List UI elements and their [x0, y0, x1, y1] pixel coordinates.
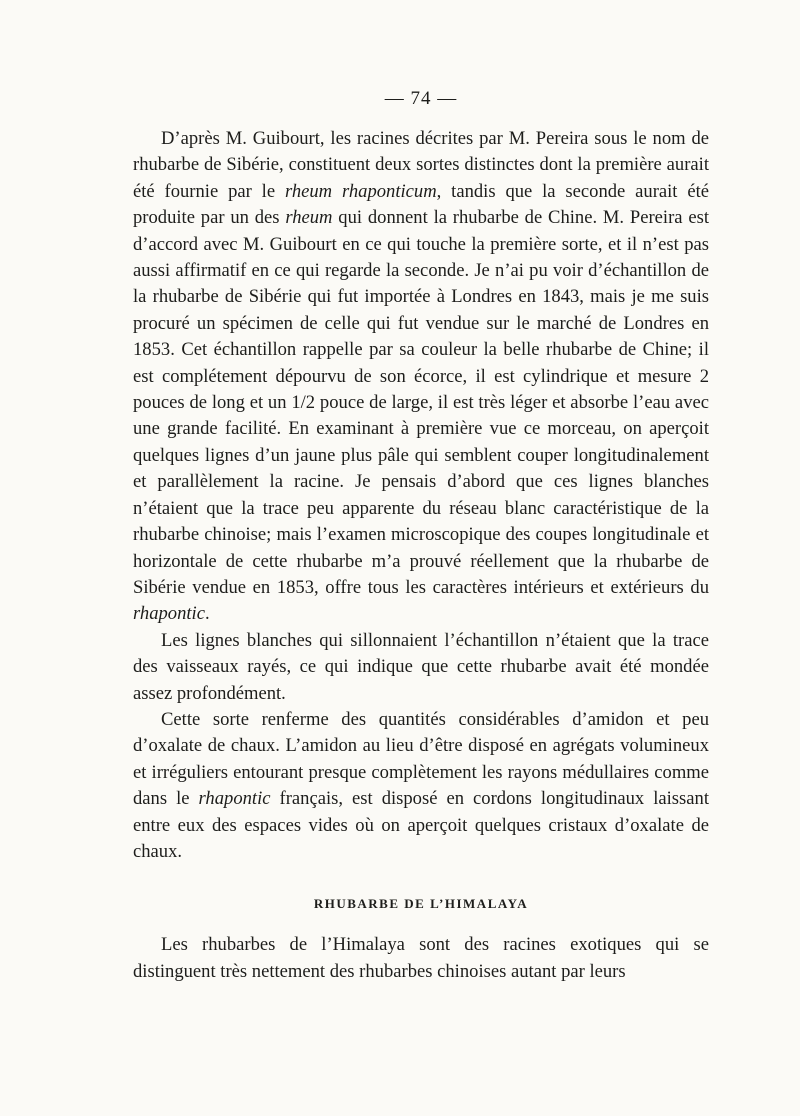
- paragraph-3-run-1: Cette sorte renferme des quantités considérables d’amidon et peu d’oxalate de chaux. L’amidon au lieu d’être disposé en agrégats volumineux et irréguliers entourant presque complètement les rayons médullaires comme dans le: [133, 708, 709, 810]
- paragraph-1-run-1: D’après M. Guibourt, les racines décrites par M. Pereira sous le nom de rhubarbe de Sibérie, constituent deux sortes distinctes dont la première aurait été fournie par le: [133, 128, 709, 202]
- paragraph-2: [133, 628, 709, 707]
- section-paragraph: [133, 932, 709, 985]
- paragraph-1-run-5: qui donnent la rhubarbe de Chine. M. Pereira est d’accord avec M. Guibourt en ce qui touche la première sorte, et il n’est pas aussi affirmatif en ce qui regarde la seconde. Je n’ai pu voir d’échantillon de la rhubarbe de Sibérie qui fut importée à Londres en 1843, mais je me suis procuré un spécimen de celle qui fut vendue sur le marché de Londres en 1853. Cet échantillon rappelle par sa couleur la belle rhubarbe de Chine; il est complétement dépourvu de son écorce, il est cylindrique et mesure 2 pouces de long et un 1/2 pouce de large, il est très léger et absorbe l’eau avec une grande facilité. En examinant à première vue ce morceau, on aperçoit quelques lignes d’un jaune plus pâle qui semblent couper longitudinalement et parallèlement la racine. Je pensais d’abord que ces lignes blanches n’étaient que la trace peu apparente du réseau blanc caractéristique de la rhubarbe chinoise; mais l’examen microscopique des coupes longitudinale et horizontale de cette rhubarbe m’a prouvé réellement que la rhubarbe de Sibérie vendue en 1853, offre tous les caractères intérieurs et extérieurs du: [133, 207, 709, 598]
- paragraph-1-run-4: rheum: [285, 207, 333, 229]
- paragraph-1: [133, 126, 709, 628]
- page-number: — 74 —: [384, 88, 458, 109]
- paragraph-1-run-6: rhapontic: [133, 603, 205, 625]
- section-paragraph-run-1: Les rhubarbes de l’Himalaya sont des racines exotiques qui se distinguent très nettement des rhubarbes chinoises autant par leurs: [133, 934, 709, 982]
- paragraph-2-run-1: Les lignes blanches qui sillonnaient l’échantillon n’étaient que la trace des vaisseaux rayés, ce qui indique que cette rhubarbe avait été mondée assez profondément.: [133, 629, 709, 704]
- paragraph-3-run-2: rhapontic: [198, 788, 271, 810]
- section-heading: RHUBARBE DE L’HIMALAYA: [313, 896, 529, 912]
- paragraph-1-run-3: , tandis que la seconde aurait été produite par un des: [133, 180, 709, 229]
- book-page: [133, 88, 709, 985]
- paragraph-3: [133, 707, 709, 865]
- paragraph-1-run-7: .: [204, 603, 210, 625]
- paragraph-1-run-2: rheum rhaponticum: [284, 180, 437, 202]
- paragraph-3-run-3: français, est disposé en cordons longitudinaux laissant entre eux des espaces vides où on aperçoit quelques cristaux d’oxalate de chaux.: [133, 788, 709, 862]
